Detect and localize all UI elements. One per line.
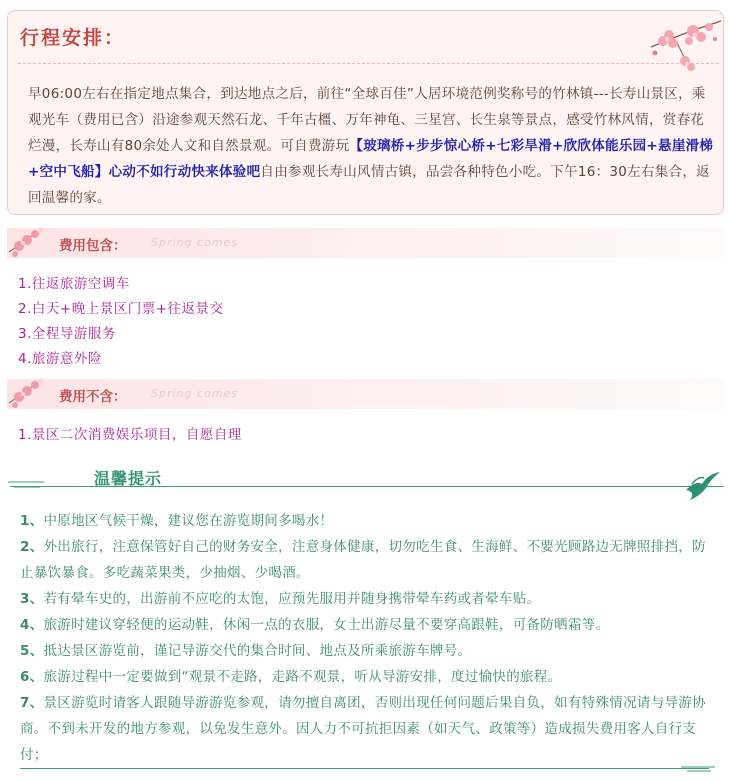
tip-text: 外出旅行，注意保管好自己的财务安全，注意身体健康，切勿吃生食、生海鲜、不要光顾路边无牌照排挡，防止暴饮暴食。多吃蔬菜果类，少抽烟、少喝酒。	[20, 539, 706, 581]
fee-included-header	[7, 228, 724, 258]
fee-excluded-script: Spring comes	[151, 387, 238, 400]
tip-number: 4、	[20, 617, 44, 633]
fee-excluded-title: 费用不含：	[59, 389, 127, 405]
itinerary-text-outro: 自由参观长寿山风情古镇，品尝各种特色小吃。下午16：30左右集合，返回温馨的家。	[28, 164, 710, 206]
itinerary-box	[7, 10, 724, 215]
fee-included-title: 费用包含：	[59, 238, 127, 254]
tips-divider	[10, 486, 724, 487]
itinerary-text-intro: 早06:00左右在指定地点集合，到达地点之后，前往“全球百佳”人居环境范例奖称号的竹林镇---长寿山景区，乘观光车（费用已含）沿途参观天然石龙、千年古橿、万年神龟、三星宫、长生泉等景点，感受竹林风情，赏春花烂漫，长寿山有80余处人文和自然景观。可自费游玩	[28, 86, 706, 154]
itinerary-title: 行程安排：	[20, 27, 126, 49]
cherry-blossom-icon	[7, 373, 51, 413]
tip-number: 5、	[20, 643, 44, 659]
cherry-blossom-icon	[7, 222, 51, 262]
itinerary-divider	[18, 63, 719, 64]
tip-item	[20, 638, 710, 664]
tips-list	[20, 508, 710, 768]
tip-number: 1、	[20, 513, 44, 529]
included-item: 1.往返旅游空调车	[18, 276, 130, 292]
line-ornament-icon	[4, 476, 46, 492]
swallow-icon	[682, 470, 722, 504]
itinerary-text	[28, 81, 716, 211]
tip-number: 2、	[20, 539, 44, 555]
tip-text: 景区游览时请客人跟随导游游览参观，请勿擅自离团，否则出现任何问题后果自负，如有特殊情况请与导游协商。不到未开发的地方参观，以免发生意外。因人力不可抗拒因素（如天气、政策等）造成损失费用客人自行支付；	[20, 695, 706, 763]
fee-excluded-header	[7, 379, 724, 409]
tip-text: 旅游时建议穿轻便的运动鞋，休闲一点的衣服，女士出游尽量不要穿高跟鞋，可备防晒霜等。	[43, 617, 610, 633]
tip-text: 旅游过程中一定要做到“观景不走路，走路不观景，听从导游安排，度过愉快的旅程。	[43, 669, 562, 685]
tips-title: 温馨提示	[94, 469, 163, 488]
tip-item	[20, 690, 710, 768]
itinerary-highlight: 【玻璃桥+步步惊心桥+七彩旱滑+欣欣体能乐园+悬崖滑梯+空中飞船】心动不如行动快来体验吧	[28, 138, 714, 180]
bottom-divider	[20, 768, 709, 769]
included-item: 2.白天+晚上景区门票+往返景交	[18, 301, 224, 317]
tip-number: 3、	[20, 591, 44, 607]
cherry-blossom-icon	[645, 17, 723, 79]
tip-item	[20, 664, 710, 690]
included-item: 4.旅游意外险	[18, 351, 102, 367]
tip-item	[20, 508, 710, 534]
tip-number: 7、	[20, 695, 44, 711]
tips-header	[10, 458, 724, 498]
included-item: 3.全程导游服务	[18, 326, 116, 342]
fee-included-script: Spring comes	[151, 236, 238, 249]
tip-item	[20, 586, 710, 612]
tip-text: 抵达景区游览前，谨记导游交代的集合时间、地点及所乘旅游车牌号。	[43, 643, 472, 659]
tip-number: 6、	[20, 669, 44, 685]
tip-item	[20, 612, 710, 638]
excluded-item: 1.景区二次消费娱乐项目，自愿自理	[18, 427, 242, 443]
tip-item	[20, 534, 710, 586]
line-ornament-icon	[681, 764, 715, 774]
tip-text: 中原地区气候干燥，建议您在游览期间多喝水！	[43, 513, 334, 529]
tip-text: 若有晕车史的，出游前不应吃的太饱，应预先服用并随身携带晕车药或者晕车贴。	[43, 591, 541, 607]
